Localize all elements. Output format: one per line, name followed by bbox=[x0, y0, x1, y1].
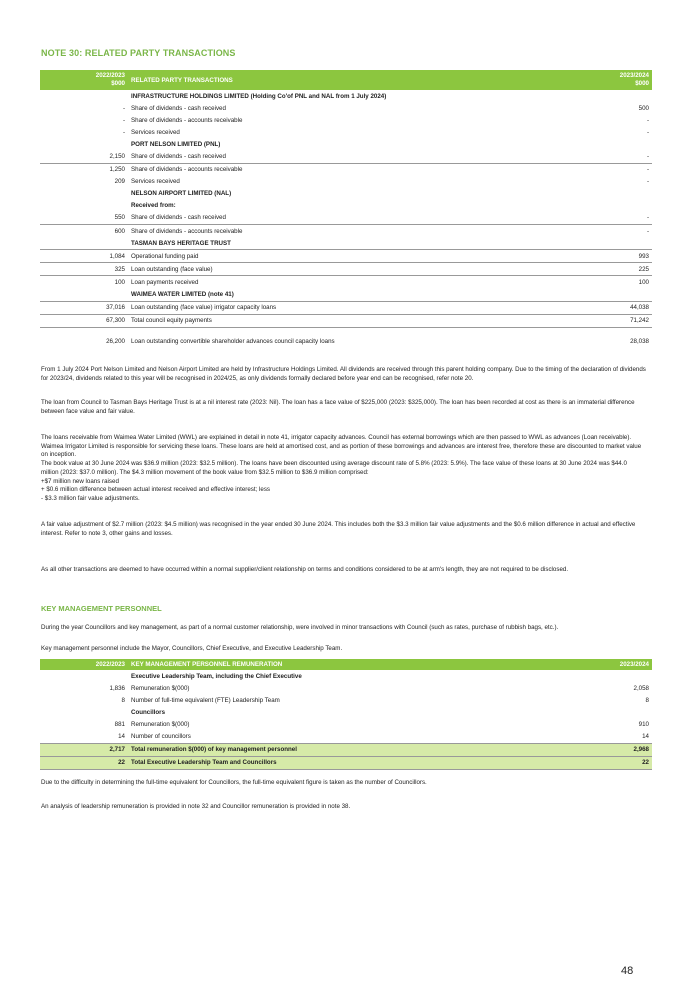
kmp-description: Executive Leadership Team, including the Chief Executive bbox=[131, 672, 302, 680]
kmp-cur-value: 8 bbox=[645, 696, 649, 704]
kmp-description: Remuneration $(000) bbox=[131, 684, 190, 692]
paragraph-heritage-loan bbox=[41, 399, 646, 416]
rp-cur-value: - bbox=[646, 116, 649, 124]
rp-row bbox=[40, 276, 652, 289]
kmp-description: Remuneration $(000) bbox=[131, 720, 190, 728]
rp-prev-value bbox=[40, 90, 128, 102]
paragraph-text: From 1 July 2024 Port Nelson Limited and Nelson Airport Limited are held by Infrastructure Holdings Limited. All dividends are received through this parent holding company. Due to the timing of the declaration of dividends for 2023/24, dividends related to this year will be recognised in 2024/25, as only dividends formally declared before year end can be recognised, refer note 20. bbox=[41, 366, 646, 382]
rp-description: Operational funding paid bbox=[128, 250, 576, 263]
paragraph-arms-length bbox=[41, 566, 646, 575]
kmp-row bbox=[40, 706, 652, 718]
kmp-prev-value: 2,717 bbox=[40, 743, 128, 756]
paragraph-dividends bbox=[41, 366, 646, 383]
rp-prev-value bbox=[40, 200, 128, 212]
paragraph-text: The loan from Council to Tasman Bays Heritage Trust is at a nil interest rate (2023: Nil). The loan has a face value of $225,000 (2023: $325,000). The loan has been recorded at cost as there is an immaterial difference between face value and fair value. bbox=[41, 399, 635, 415]
rp-cur-value: 500 bbox=[638, 104, 649, 112]
rp-description: Loan outstanding (face value) irrigator capacity loans bbox=[128, 301, 576, 314]
kmp-header-cur-year: 2023/2024 bbox=[576, 659, 652, 670]
rp-cur-value: 44,038 bbox=[576, 301, 652, 314]
header-cur-unit: $000 bbox=[635, 80, 649, 87]
rp-cur-value: - bbox=[646, 227, 649, 235]
rp-cur-value: 993 bbox=[576, 250, 652, 263]
rp-description: Total council equity payments bbox=[128, 314, 576, 327]
paragraph-text: The loans receivable from Waimea Water Limited (WWL) are explained in detail in note 41, irrigator capacity advances. Council has external borrowings which are then passed to WWL as advances (Loan receivable). Waimea Irrigator Limited is responsible for servicing these loans. These loans are held at amortised cost, and as portion of these borrowings and advances are interest free, therefore these are discounted to market value on inception. bbox=[41, 434, 642, 459]
kmp-prev-value: 1,836 bbox=[109, 684, 125, 692]
rp-row bbox=[40, 176, 652, 188]
paragraph-text: A fair value adjustment of $2.7 million (2023: $4.5 million) was recognised in the year ended 30 June 2024. This includes both the $3.3 million fair value adjustments and the $0.6 million difference in actual and effective interest. Refer to note 3, other gains and losses. bbox=[41, 521, 636, 537]
rp-prev-value: 325 bbox=[40, 263, 128, 276]
rp-cur-value bbox=[576, 200, 652, 212]
rp-prev-value bbox=[40, 138, 128, 150]
kmp-prev-value: 881 bbox=[114, 720, 125, 728]
kmp-description: Number of councillors bbox=[131, 733, 191, 741]
related-party-table bbox=[40, 70, 652, 345]
rp-cur-value bbox=[576, 237, 652, 250]
kmp-prev-value bbox=[40, 670, 128, 682]
rp-prev-value: - bbox=[122, 128, 125, 136]
kmp-cur-value: 22 bbox=[576, 756, 652, 769]
rp-cur-value bbox=[576, 90, 652, 102]
kmp-row bbox=[40, 682, 652, 694]
rp-description: Loan outstanding convertible shareholder advances council capacity loans bbox=[131, 337, 335, 345]
rp-row bbox=[40, 225, 652, 238]
rp-prev-value: 550 bbox=[40, 212, 128, 225]
kmp-description: Councillors bbox=[131, 708, 166, 716]
rp-prev-value: 100 bbox=[114, 278, 125, 286]
rp-prev-value: 67,300 bbox=[40, 314, 128, 327]
kmp-section-title: KEY MANAGEMENT PERSONNEL bbox=[41, 604, 162, 613]
kmp-cur-value bbox=[576, 670, 652, 682]
kmp-row bbox=[40, 756, 652, 769]
rp-cur-value: 225 bbox=[576, 263, 652, 276]
rp-prev-value: 1,084 bbox=[40, 250, 128, 263]
rp-prev-value: 600 bbox=[114, 227, 125, 235]
kmp-description: Total Executive Leadership Team and Councillors bbox=[128, 756, 576, 769]
rp-cur-value: 71,242 bbox=[576, 314, 652, 327]
rp-row bbox=[40, 212, 652, 225]
rp-cur-value: - bbox=[646, 178, 649, 186]
related-party-table-header bbox=[40, 70, 652, 90]
rp-prev-value: 26,200 bbox=[106, 337, 125, 345]
rp-prev-value bbox=[40, 289, 128, 302]
kmp-row bbox=[40, 694, 652, 706]
kmp-table bbox=[40, 659, 652, 770]
rp-description: INFRASTRUCTURE HOLDINGS LIMITED (Holding Co'of PNL and NAL from 1 July 2024) bbox=[131, 92, 387, 100]
header-description: RELATED PARTY TRANSACTIONS bbox=[128, 70, 576, 90]
rp-description: Share of dividends - cash received bbox=[131, 104, 226, 112]
rp-prev-value: 1,250 bbox=[109, 166, 125, 174]
header-prev-year bbox=[40, 70, 128, 90]
kmp-prev-value: 22 bbox=[40, 756, 128, 769]
rp-description: Share of dividends - cash received bbox=[128, 150, 576, 163]
rp-row bbox=[40, 250, 652, 263]
rp-prev-value: - bbox=[122, 104, 125, 112]
kmp-row bbox=[40, 743, 652, 756]
header-cur-label: 2023/2024 bbox=[619, 72, 649, 79]
kmp-intro: During the year Councillors and key management, as part of a normal customer relationship, were involved in minor transactions with Council (such as rates, purchase of rubbish bags, etc.). bbox=[41, 624, 559, 631]
rp-row bbox=[40, 138, 652, 150]
kmp-header-prev-year: 2022/2023 bbox=[40, 659, 128, 670]
kmp-note-fte: Due to the difficulty in determining the full-time equivalent for Councillors, the full-time equivalent figure is taken as the number of Councillors. bbox=[41, 779, 427, 786]
rp-row bbox=[40, 200, 652, 212]
kmp-row bbox=[40, 730, 652, 743]
kmp-cur-value: 910 bbox=[638, 720, 649, 728]
kmp-header-description: KEY MANAGEMENT PERSONNEL REMUNERATION bbox=[128, 659, 576, 670]
kmp-description: Number of full-time equivalent (FTE) Leadership Team bbox=[131, 696, 280, 704]
rp-row bbox=[40, 150, 652, 163]
kmp-row bbox=[40, 718, 652, 730]
paragraph-list-item: - $3.3 million fair value adjustments. bbox=[41, 494, 140, 502]
rp-row bbox=[40, 327, 652, 345]
rp-description: NELSON AIRPORT LIMITED (NAL) bbox=[131, 190, 232, 198]
rp-row bbox=[40, 237, 652, 250]
kmp-description: Total remuneration $(000) of key management personnel bbox=[128, 743, 576, 756]
paragraph-text: As all other transactions are deemed to have occurred within a normal supplier/client relationship on terms and conditions considered to be at arm's length, they are not required to be disclosed. bbox=[41, 566, 569, 573]
rp-row bbox=[40, 114, 652, 126]
rp-cur-value bbox=[576, 289, 652, 302]
kmp-cur-value: 2,968 bbox=[576, 743, 652, 756]
rp-description: Loan payments received bbox=[131, 278, 199, 286]
rp-cur-value: - bbox=[646, 166, 649, 174]
rp-description: Received from: bbox=[131, 202, 176, 210]
rp-row bbox=[40, 188, 652, 200]
paragraph-list-item: +$7 million new loans raised bbox=[41, 477, 119, 485]
rp-row bbox=[40, 126, 652, 138]
kmp-intro-2: Key management personnel include the Mayor, Councillors, Chief Executive, and Executive Leadership Team. bbox=[41, 645, 343, 652]
rp-description: Share of dividends - accounts receivable bbox=[131, 227, 243, 235]
rp-cur-value: 100 bbox=[638, 278, 649, 286]
rp-description: WAIMEA WATER LIMITED (note 41) bbox=[128, 289, 576, 302]
rp-description: Services received bbox=[131, 128, 180, 136]
rp-description: Share of dividends - accounts receivable bbox=[131, 166, 243, 174]
paragraph-text: The book value at 30 June 2024 was $36.9 million (2023: $32.5 million). The loans have been discounted using average discount rate of 5.8% (2023: 5.9%). The face value of these loans at 30 June 2024 was $44.0 million (2023: $37.0 million). The $4.3 million movement of the book value from $32.5 million to $36.9 million comprised: bbox=[41, 460, 627, 476]
rp-cur-value bbox=[576, 138, 652, 150]
paragraph-fair-value bbox=[41, 521, 646, 538]
rp-row bbox=[40, 90, 652, 102]
rp-description: PORT NELSON LIMITED (PNL) bbox=[131, 140, 221, 148]
rp-row bbox=[40, 263, 652, 276]
kmp-row bbox=[40, 670, 652, 682]
rp-row bbox=[40, 289, 652, 302]
rp-cur-value: 28,038 bbox=[630, 337, 649, 345]
rp-prev-value: 37,016 bbox=[40, 301, 128, 314]
rp-row bbox=[40, 163, 652, 176]
rp-prev-value: - bbox=[122, 116, 125, 124]
kmp-cur-value: 14 bbox=[642, 733, 649, 741]
rp-prev-value bbox=[40, 237, 128, 250]
rp-row bbox=[40, 314, 652, 327]
rp-description: Loan outstanding (face value) bbox=[128, 263, 576, 276]
rp-cur-value: - bbox=[576, 212, 652, 225]
kmp-cur-value bbox=[576, 706, 652, 718]
rp-row bbox=[40, 301, 652, 314]
rp-prev-value: 2,150 bbox=[40, 150, 128, 163]
kmp-table-header bbox=[40, 659, 652, 670]
rp-cur-value: - bbox=[646, 128, 649, 136]
rp-description: TASMAN BAYS HERITAGE TRUST bbox=[128, 237, 576, 250]
kmp-prev-value bbox=[40, 706, 128, 718]
rp-description: Share of dividends - cash received bbox=[128, 212, 576, 225]
paragraph-list-item: + $0.6 million difference between actual interest received and effective interest; less bbox=[41, 486, 271, 494]
header-prev-unit: $000 bbox=[111, 80, 125, 87]
header-cur-year bbox=[576, 70, 652, 90]
kmp-cur-value: 2,058 bbox=[633, 684, 649, 692]
rp-prev-value bbox=[40, 188, 128, 200]
kmp-prev-value: 8 bbox=[121, 696, 125, 704]
kmp-note-analysis: An analysis of leadership remuneration is provided in note 32 and Councillor remuneration is provided in note 38. bbox=[41, 803, 351, 810]
paragraph-waimea-loans bbox=[41, 434, 646, 504]
rp-description: Share of dividends - accounts receivable bbox=[131, 116, 243, 124]
rp-row bbox=[40, 102, 652, 114]
rp-description: Services received bbox=[131, 178, 180, 186]
rp-cur-value bbox=[576, 188, 652, 200]
rp-cur-value: - bbox=[576, 150, 652, 163]
kmp-prev-value: 14 bbox=[118, 733, 125, 741]
page-number: 48 bbox=[621, 965, 634, 977]
rp-prev-value: 209 bbox=[114, 178, 125, 186]
header-prev-label: 2022/2023 bbox=[95, 72, 125, 79]
note-title: NOTE 30: RELATED PARTY TRANSACTIONS bbox=[41, 48, 236, 58]
